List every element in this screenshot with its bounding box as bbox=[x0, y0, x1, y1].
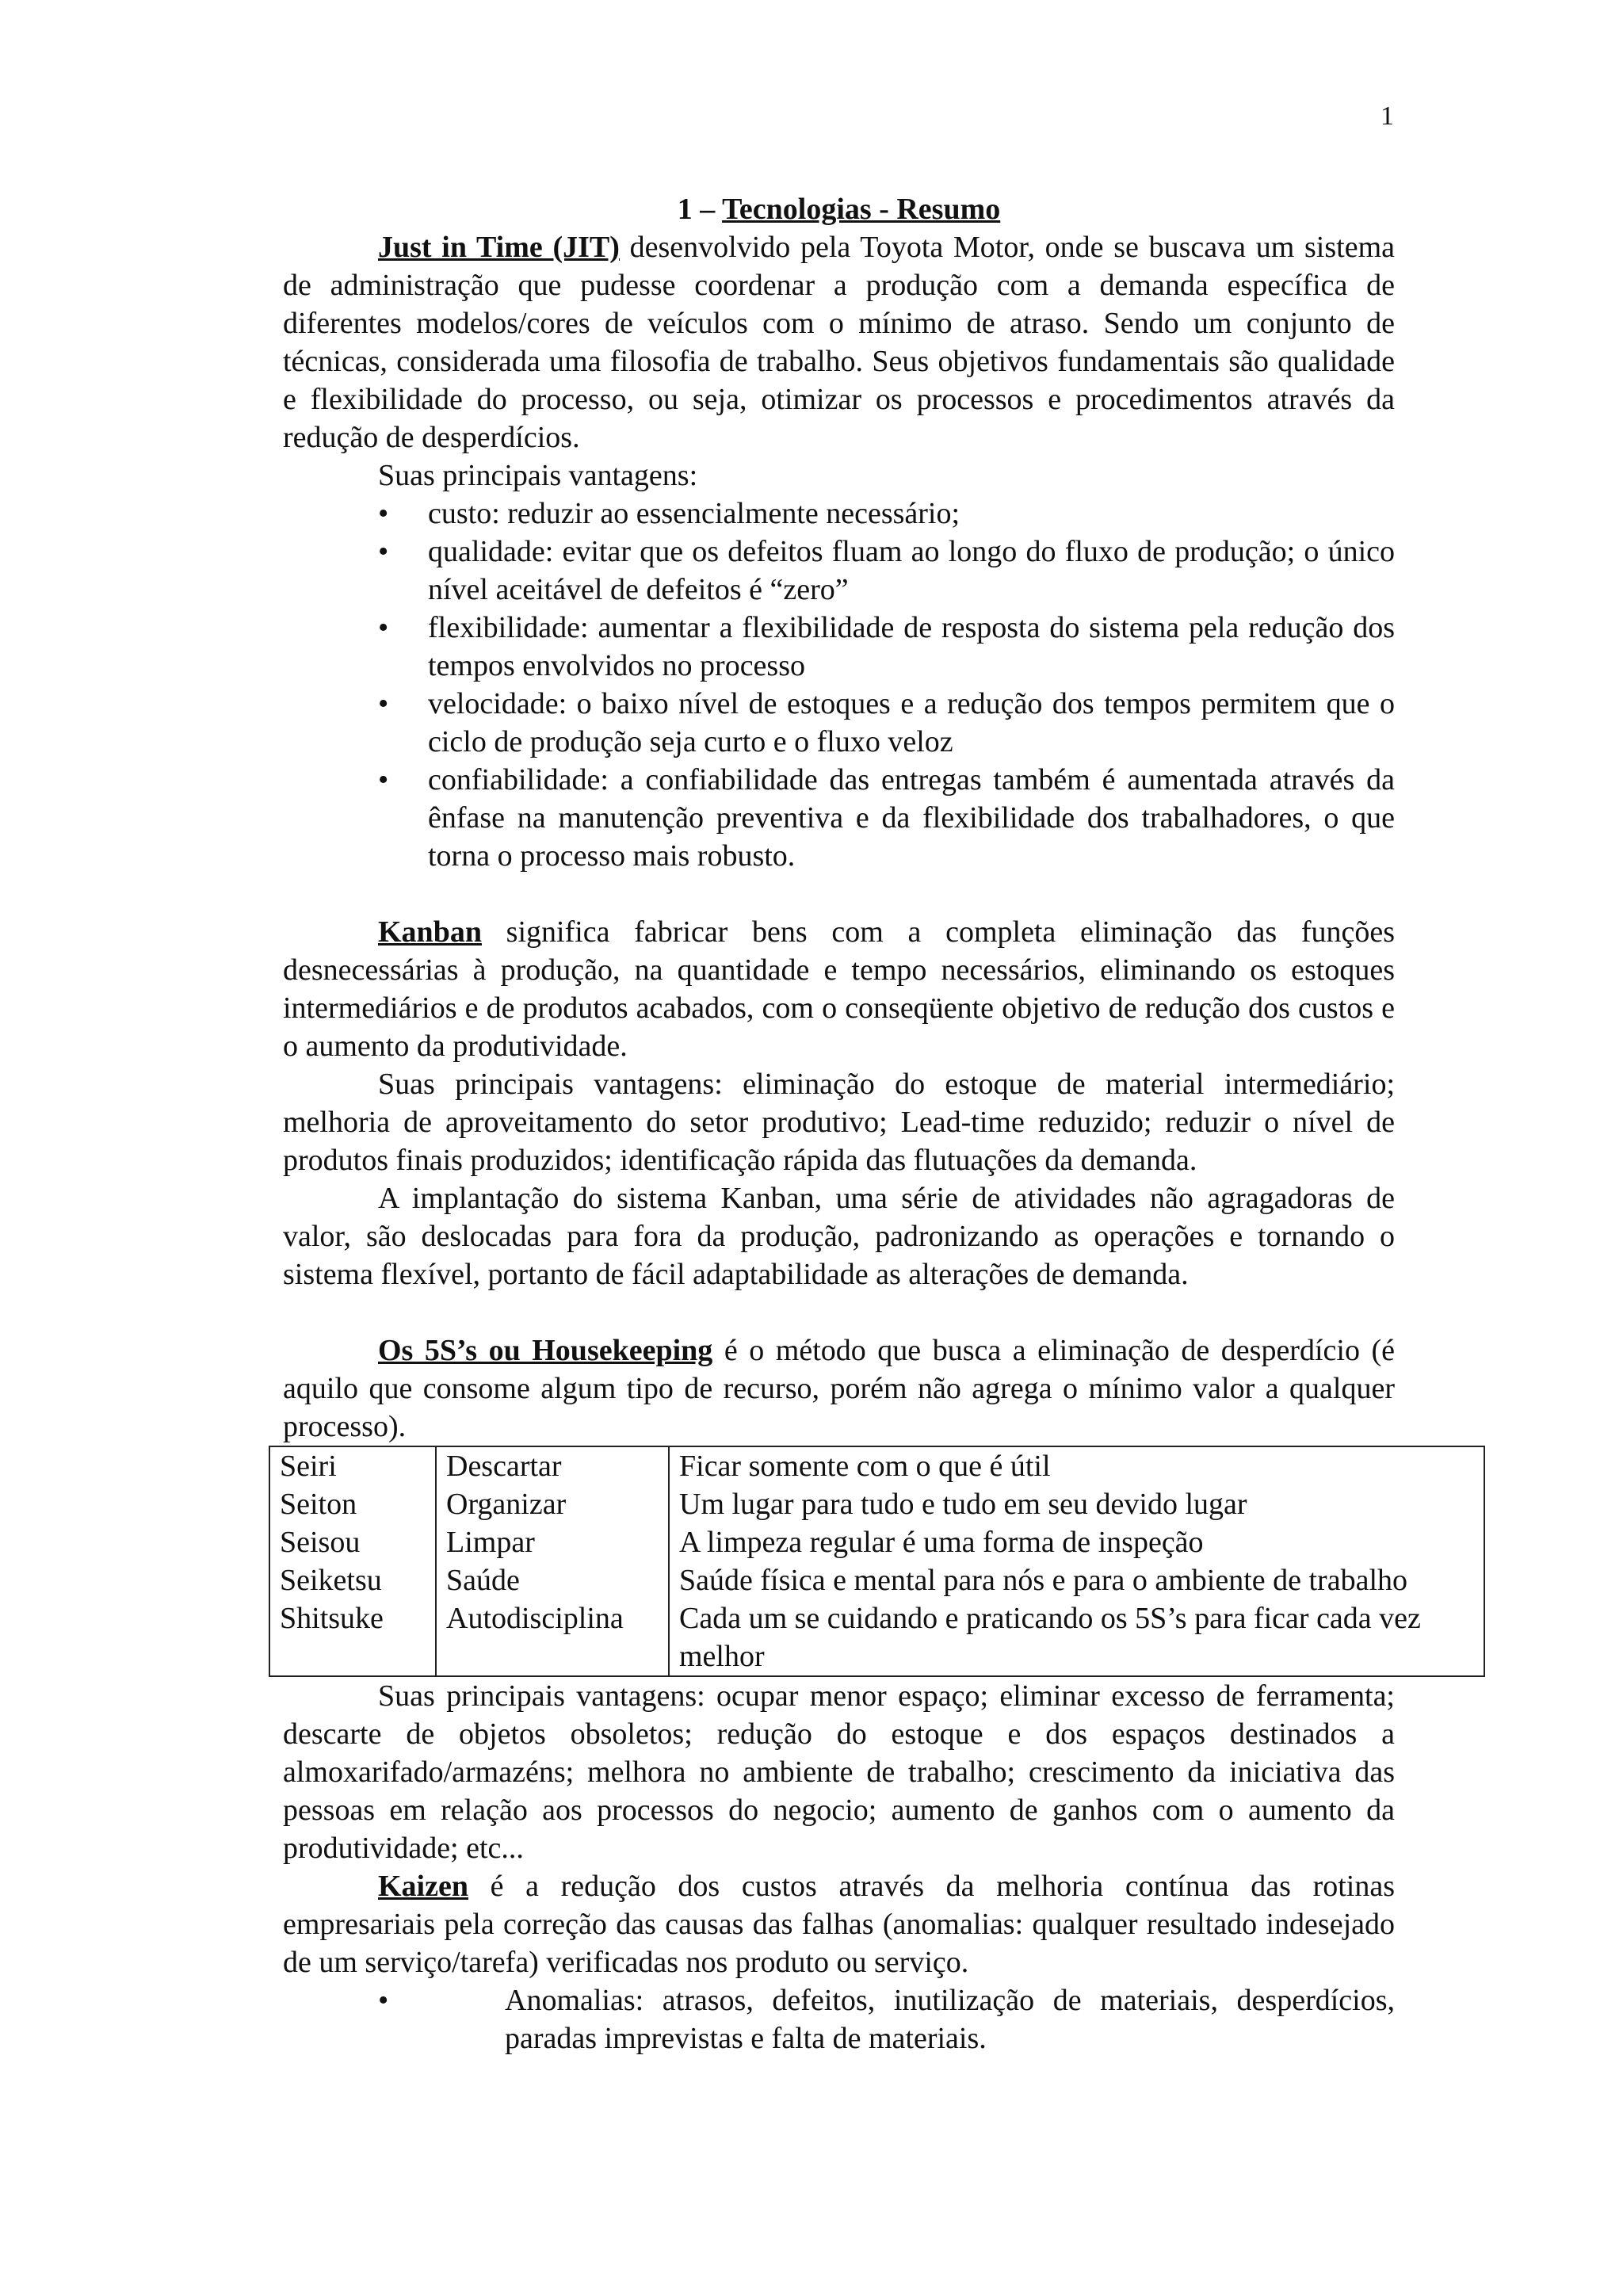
page-number: 1 bbox=[1381, 101, 1394, 131]
five-s-table bbox=[269, 1446, 1485, 1677]
kaizen-bullet-list bbox=[283, 1981, 1395, 2057]
table-row bbox=[269, 1523, 1484, 1561]
kaizen-paragraph bbox=[283, 1867, 1395, 1981]
kanban-vantagens: Suas principais vantagens: eliminação do estoque de material intermediário; melhoria de aproveitamento do setor produtivo; Lead-time reduzido; reduzir o nível de produtos finais produzidos; identificação rápida das flutuações da demanda. bbox=[283, 1068, 1395, 1177]
five-s-paragraph bbox=[283, 1331, 1395, 1446]
five-s-term: Os 5S’s ou Housekeeping bbox=[378, 1334, 713, 1367]
spacer bbox=[283, 1293, 1395, 1331]
kanban-implantacao: A implantação do sistema Kanban, uma série de atividades não agragadoras de valor, são deslocadas para fora da produção, padronizando as operações e tornando o sistema flexível, portanto de fácil adaptabilidade as alterações de demanda. bbox=[283, 1182, 1395, 1291]
table-row bbox=[269, 1561, 1484, 1599]
table-cell: Ficar somente com o que é útil bbox=[669, 1446, 1484, 1485]
kanban-text: significa fabricar bens com a completa eliminação das funções desnecessárias à produção, na quantidade e tempo necessários, eliminando os estoques intermediários e de produtos acabados, com o conseqüente objetivo de redução dos custos e o aumento da produtividade. bbox=[283, 915, 1395, 1063]
table-row bbox=[269, 1485, 1484, 1523]
table-cell: Seisou bbox=[269, 1523, 436, 1561]
table-cell: Descartar bbox=[436, 1446, 669, 1485]
table-cell: Limpar bbox=[436, 1523, 669, 1561]
kaizen-term: Kaizen bbox=[378, 1870, 468, 1903]
list-item: • velocidade: o baixo nível de estoques e a redução dos tempos permitem que o ciclo de produção seja curto e o fluxo veloz bbox=[283, 685, 1395, 761]
five-s-vantagens: Suas principais vantagens: ocupar menor espaço; eliminar excesso de ferramenta; descarte de objetos obsoletos; redução do estoque e dos espaços destinados a almoxarifado/armazéns; melhora no ambiente de trabalho; crescimento da iniciativa das pessoas em relação aos processos do negocio; aumento de ganhos com o aumento da produtividade; etc... bbox=[283, 1679, 1395, 1865]
table-cell: Autodisciplina bbox=[436, 1599, 669, 1676]
table-cell: Seiri bbox=[269, 1446, 436, 1485]
table-cell: A limpeza regular é uma forma de inspeção bbox=[669, 1523, 1484, 1561]
table-cell: Shitsuke bbox=[269, 1599, 436, 1676]
table-cell: Seiton bbox=[269, 1485, 436, 1523]
list-item: • flexibilidade: aumentar a flexibilidade de resposta do sistema pela redução dos tempos envolvidos no processo bbox=[283, 609, 1395, 685]
document-body bbox=[280, 190, 1421, 2057]
table-cell: Um lugar para tudo e tudo em seu devido lugar bbox=[669, 1485, 1484, 1523]
kanban-term: Kanban bbox=[378, 915, 482, 949]
jit-text: desenvolvido pela Toyota Motor, onde se buscava um sistema de administração que pudesse coordenar a produção com a demanda específica de diferentes modelos/cores de veículos com o mínimo de atraso. Sendo um conjunto de técnicas, considerada uma filosofia de trabalho. Seus objetivos fundamentais são qualidade e flexibilidade do processo, ou seja, otimizar os processos e procedimentos através da redução de desperdícios. bbox=[283, 231, 1395, 454]
table-cell: Saúde bbox=[436, 1561, 669, 1599]
list-item: • confiabilidade: a confiabilidade das entregas também é aumentada através da ênfase na manutenção preventiva e da flexibilidade dos trabalhadores, o que torna o processo mais robusto. bbox=[283, 761, 1395, 875]
title-text: Tecnologias - Resumo bbox=[722, 193, 1001, 226]
jit-bullet-list bbox=[283, 495, 1395, 875]
table-row bbox=[269, 1446, 1484, 1485]
title-prefix: 1 – bbox=[677, 193, 723, 226]
table-cell: Saúde física e mental para nós e para o ambiente de trabalho bbox=[669, 1561, 1484, 1599]
list-item: • custo: reduzir ao essencialmente necessário; bbox=[283, 495, 1395, 533]
kanban-paragraph bbox=[283, 913, 1395, 1065]
jit-paragraph bbox=[283, 228, 1395, 457]
table-cell: Cada um se cuidando e praticando os 5S’s para ficar cada vez melhor bbox=[669, 1599, 1484, 1676]
five-s-text: é o método que busca a eliminação de desperdício (é aquilo que consome algum tipo de recurso, porém não agrega o mínimo valor a qualquer processo). bbox=[283, 1334, 1395, 1443]
spacer bbox=[283, 875, 1395, 913]
jit-term: Just in Time (JIT) bbox=[378, 231, 620, 264]
list-item: • Anomalias: atrasos, defeitos, inutilização de materiais, desperdícios, paradas imprevistas e falta de materiais. bbox=[283, 1981, 1395, 2057]
list-item: • qualidade: evitar que os defeitos fluam ao longo do fluxo de produção; o único nível aceitável de defeitos é “zero” bbox=[283, 533, 1395, 609]
table-cell: Organizar bbox=[436, 1485, 669, 1523]
table-cell: Seiketsu bbox=[269, 1561, 436, 1599]
kaizen-text: é a redução dos custos através da melhoria contínua das rotinas empresariais pela correção das causas das falhas (anomalias: qualquer resultado indesejado de um serviço/tarefa) verificadas nos produto ou serviço. bbox=[283, 1870, 1395, 1979]
table-row bbox=[269, 1599, 1484, 1676]
jit-vantagens-intro: Suas principais vantagens: bbox=[378, 459, 698, 492]
page-title bbox=[283, 190, 1395, 228]
